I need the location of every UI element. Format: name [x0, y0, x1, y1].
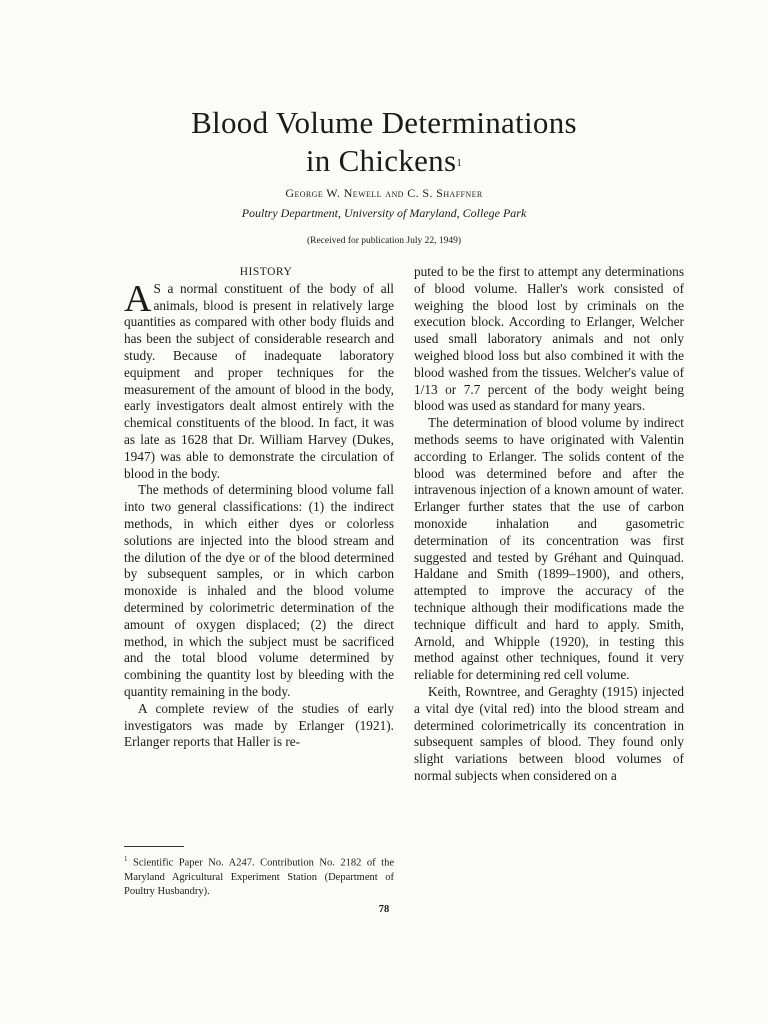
left-column: [124, 264, 394, 751]
drop-cap: A: [124, 277, 152, 320]
paragraph-3: A complete review of the studies of early investigators was made by Erlanger (1921). Erlanger reports that Haller is re-: [124, 700, 394, 750]
paragraph-6: Keith, Rowntree, and Geraghty (1915) injected a vital dye (vital red) into the blood stream and determined colorimetrically its concentration in subsequent samples of blood. They found only slight variations between blood volumes of normal subjects when considered on a: [414, 683, 684, 783]
title-footnote-mark: 1: [456, 157, 463, 169]
page-number: 78: [378, 904, 390, 915]
paragraph-2: The methods of determining blood volume fall into two general classifications: (1) the indirect methods, in which either dyes or colorless solutions are injected into the blood stream and the dilution of the dye or of the blood determined by subsequent samples, or in which carbon monoxide is inhaled and the blood volume determined by colorimetric determination of the amount of oxygen displaced; (2) the direct method, in which the subject must be sacrificed and the total blood volume determined by combining the quantity lost by bleeding with the quantity remaining in the body.: [124, 482, 394, 699]
title-line-2-text: in Chickens: [305, 143, 457, 178]
paragraph-5: The determination of blood volume by indirect methods seems to have originated with Valentin according to Erlanger. The solids content of the blood was determined before and after the intravenous injection of a known amount of water. Erlanger further states that the use of carbon monoxide inhalation and gasometric determination of its concentration was first suggested and tested by Gréhant and Quinquad. Haldane and Smith (1899–1900), and others, attempted to improve the accuracy of the technique although their modifications made the technique difficult and hard to apply. Smith, Arnold, and Whipple (1920), in testing this method against other techniques, found it very reliable for determining red cell volume.: [414, 415, 684, 683]
footnote-mark: 1: [124, 855, 128, 863]
article-title: [0, 104, 768, 180]
affiliation: Poultry Department, University of Maryland, College Park: [241, 206, 527, 220]
paragraph-4: puted to be the first to attempt any determinations of blood volume. Haller's work consisted of weighing the blood lost by criminals on the execution block. According to Erlanger, Welcher used small laboratory animals and not only weighed blood loss but also combined it with the blood washed from the tissues. Welcher's value of 1/13 or 7.7 percent of the body weight being blood was used as standard for many years.: [414, 264, 684, 414]
section-heading-history: HISTORY: [239, 266, 293, 278]
received-date: (Received for publication July 22, 1949): [306, 236, 462, 246]
right-column: [414, 264, 684, 785]
footnote-text: Scientific Paper No. A247. Contribution No. 2182 of the Maryland Agricultural Experiment Station (Department of Poultry Husbandry).: [124, 857, 394, 897]
title-line-2: [0, 142, 768, 180]
footnote-rule: [124, 846, 184, 847]
authors: George W. Newell and C. S. Shaffner: [285, 186, 483, 200]
paragraph-1: [124, 277, 394, 483]
footnote: [124, 852, 394, 899]
title-line-1: Blood Volume Determinations: [191, 105, 577, 140]
paragraph-1-text: S a normal constituent of the body of all animals, blood is present in relatively large quantities as compared with other body fluids and has been the subject of considerable research and study. Because of inadequate laboratory equipment and proper techniques for the measurement of the amount of blood in the body, early investigators dealt almost entirely with the chemical constituents of the blood. In fact, it was as late as 1628 that Dr. William Harvey (Dukes, 1947) was able to demonstrate the circulation of blood in the body.: [124, 280, 394, 481]
